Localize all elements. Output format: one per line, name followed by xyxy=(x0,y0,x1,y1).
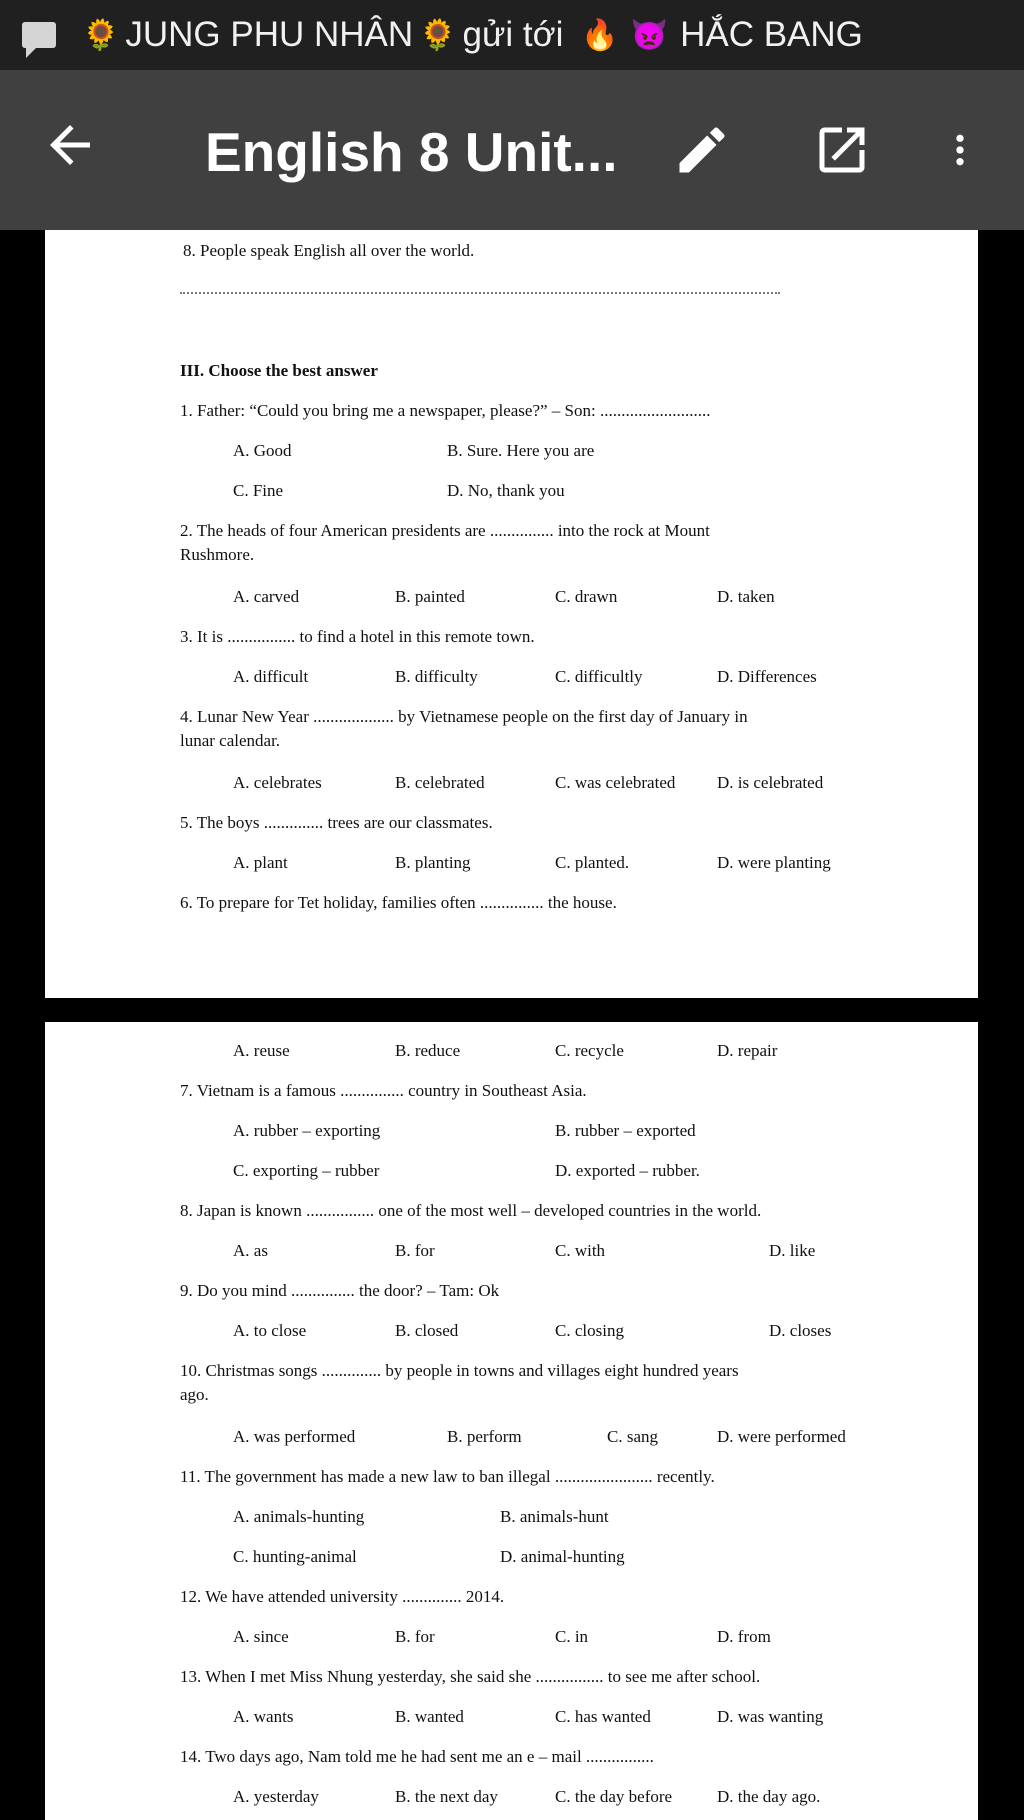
document-text-line: A. reuse xyxy=(233,1041,290,1060)
document-text-line: ago. xyxy=(180,1385,209,1404)
document-text-line: C. with xyxy=(555,1241,606,1260)
document-text-line: B. rubber – exported xyxy=(555,1121,696,1140)
document-page-2 xyxy=(45,1022,978,1820)
document-text-line: D. taken xyxy=(717,587,775,606)
document-text-line: D. was wanting xyxy=(717,1707,824,1726)
document-text-line: D. the day ago. xyxy=(717,1787,821,1806)
document-text-line: D. animal-hunting xyxy=(500,1547,625,1566)
document-text-line: 7. Vietnam is a famous ............... country in Southeast Asia. xyxy=(180,1081,587,1100)
document-text-line: C. drawn xyxy=(555,587,618,606)
document-text-line: 11. The government has made a new law to ban illegal ....................... recently. xyxy=(180,1467,715,1486)
document-text-line: A. difficult xyxy=(233,667,309,686)
document-text-line: D. like xyxy=(769,1241,816,1260)
document-text-line: D. were performed xyxy=(717,1427,846,1446)
document-text-line: B. wanted xyxy=(395,1707,464,1726)
document-text-line: D. exported – rubber. xyxy=(555,1161,700,1180)
answer-line xyxy=(180,292,780,294)
document-text-line: 13. When I met Miss Nhung yesterday, she said she ................ to see me after school. xyxy=(180,1667,761,1686)
document-text-line: A. plant xyxy=(233,853,288,872)
document-text-line: C. exporting – rubber xyxy=(233,1161,380,1180)
document-text-line: D. from xyxy=(717,1627,771,1646)
document-text-line: B. for xyxy=(395,1627,435,1646)
document-text-line: 5. The boys .............. trees are our classmates. xyxy=(180,813,493,832)
document-text-line: 8. People speak English all over the world. xyxy=(183,241,475,260)
document-text-line: D. closes xyxy=(769,1321,832,1340)
document-text-line: A. Good xyxy=(233,441,292,460)
document-text-line: A. to close xyxy=(233,1321,307,1340)
document-text-line: 2. The heads of four American presidents are ............... into the rock at Mount xyxy=(180,521,710,540)
section-heading: III. Choose the best answer xyxy=(180,361,378,380)
chat-icon xyxy=(22,22,56,48)
document-text-line: B. for xyxy=(395,1241,435,1260)
devil-icon: 👿 xyxy=(630,18,669,52)
fire-icon: 🔥 xyxy=(581,18,619,52)
notification-sender: JUNG PHU NHÂN xyxy=(125,15,414,54)
document-text-line: C. was celebrated xyxy=(555,773,676,792)
notification-verb: gửi tới xyxy=(462,15,564,54)
app-bar xyxy=(0,70,1024,230)
sunflower-icon: 🌻 xyxy=(419,18,457,52)
document-text-line: C. closing xyxy=(555,1321,624,1340)
document-text-line: Rushmore. xyxy=(180,545,255,564)
document-text-line: 6. To prepare for Tet holiday, families often ............... the house. xyxy=(180,893,617,912)
document-text-line: C. planted. xyxy=(555,853,630,872)
notification-bar[interactable] xyxy=(0,0,1024,70)
document-text-line: A. since xyxy=(233,1627,289,1646)
document-text-line: D. No, thank you xyxy=(447,481,565,500)
back-arrow-icon[interactable] xyxy=(40,115,100,175)
document-text-line: B. Sure. Here you are xyxy=(447,441,595,460)
document-text-line: C. sang xyxy=(607,1427,658,1446)
document-text-line: D. were planting xyxy=(717,853,831,872)
document-text-line: C. difficultly xyxy=(555,667,643,686)
document-text-line: B. closed xyxy=(395,1321,459,1340)
document-text-line: 3. It is ................ to find a hotel in this remote town. xyxy=(180,627,535,646)
document-text-line: B. painted xyxy=(395,587,465,606)
document-text-line: 10. Christmas songs .............. by people in towns and villages eight hundred years xyxy=(180,1361,739,1380)
document-text-line: 8. Japan is known ................ one of the most well – developed countries in the world. xyxy=(180,1201,762,1220)
document-text-line: lunar calendar. xyxy=(180,731,281,750)
document-text-line: 12. We have attended university .............. 2014. xyxy=(180,1587,505,1606)
document-text-line: C. recycle xyxy=(555,1041,624,1060)
document-text-line: A. animals-hunting xyxy=(233,1507,365,1526)
document-text-line: B. reduce xyxy=(395,1041,461,1060)
document-text-line: 9. Do you mind ............... the door? – Tam: Ok xyxy=(180,1281,500,1300)
document-text-line: B. celebrated xyxy=(395,773,485,792)
document-text-line: C. Fine xyxy=(233,481,284,500)
document-text-line: C. has wanted xyxy=(555,1707,651,1726)
document-text-line: D. repair xyxy=(717,1041,778,1060)
pencil-icon[interactable] xyxy=(672,120,732,180)
document-page-1 xyxy=(45,230,978,998)
document-text-line: 14. Two days ago, Nam told me he had sent me an e – mail ................ xyxy=(180,1747,654,1766)
document-text-line: A. was performed xyxy=(233,1427,356,1446)
document-text-line: A. wants xyxy=(233,1707,294,1726)
document-text-line: A. carved xyxy=(233,587,300,606)
document-text-line: B. planting xyxy=(395,853,471,872)
document-text-line: 1. Father: “Could you bring me a newspaper, please?” – Son: .......................... xyxy=(180,401,711,420)
more-vert-icon[interactable] xyxy=(940,120,980,180)
sunflower-icon: 🌻 xyxy=(82,18,120,52)
document-text-line: 4. Lunar New Year ................... by Vietnamese people on the first day of January in xyxy=(180,707,748,726)
document-text-line: C. the day before xyxy=(555,1787,673,1806)
document-text-line: B. animals-hunt xyxy=(500,1507,609,1526)
document-text-line: C. hunting-animal xyxy=(233,1547,357,1566)
document-title: English 8 Unit... xyxy=(205,121,618,183)
document-text-line: A. celebrates xyxy=(233,773,322,792)
document-text-line: C. in xyxy=(555,1627,589,1646)
document-text-line: B. the next day xyxy=(395,1787,498,1806)
notification-group: HẮC BANG xyxy=(680,15,863,54)
document-text-line: D. Differences xyxy=(717,667,817,686)
document-text-line: A. as xyxy=(233,1241,268,1260)
document-text-line: D. is celebrated xyxy=(717,773,824,792)
document-text-line: A. rubber – exporting xyxy=(233,1121,381,1140)
document-text-line: B. difficulty xyxy=(395,667,478,686)
open-external-icon[interactable] xyxy=(812,120,872,180)
document-text-line: B. perform xyxy=(447,1427,522,1446)
document-text-line: A. yesterday xyxy=(233,1787,319,1806)
